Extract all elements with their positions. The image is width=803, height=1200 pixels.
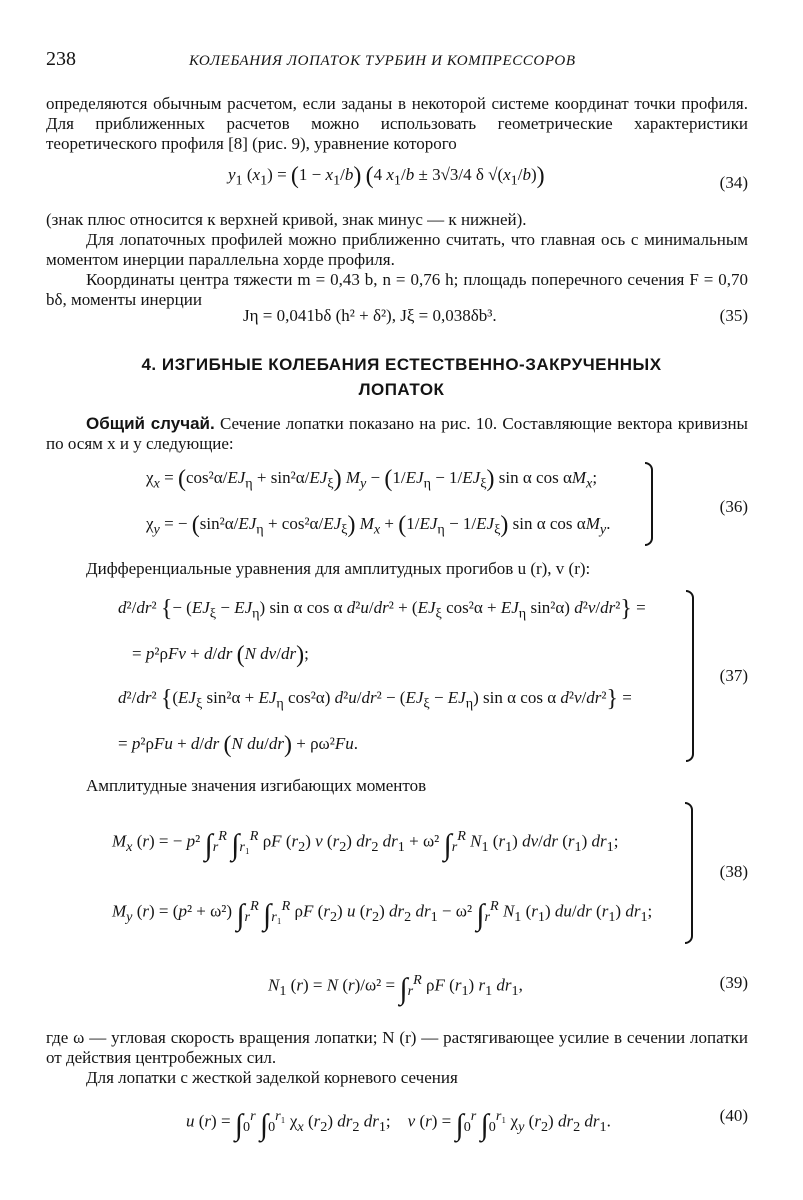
paragraph-omega-definition: где ω — угловая скорость вращения лопатки; N (r) — растягивающее усилие в сечении лопатки от действия центробежных сил. bbox=[46, 1028, 748, 1067]
equation-number-40: (40) bbox=[719, 1106, 748, 1125]
equation-number-35: (35) bbox=[719, 306, 748, 325]
paragraph-rigid-root: Для лопатки с жесткой заделкой корневого сечения bbox=[86, 1068, 458, 1087]
equation-38-line2: $M_y$ (r) = (p² + ω²) $\int_r^R$ $\int_{r_1}^R$ ρF $(r_2)$ u $(r_2)$ $dr_2$ $dr_1 - \omega^2$ $\int_r^R$ $N_1$ $(r_1)$ du/dr $(r_1)$ $dr_1$; bbox=[112, 898, 653, 932]
equation-number-34: (34) bbox=[719, 173, 748, 192]
running-title: КОЛЕБАНИЯ ЛОПАТОК ТУРБИН И КОМПРЕССОРОВ bbox=[189, 53, 576, 69]
equation-37-line3: d²/dr² {($EJ_\xi$ $\sin^2\alpha + EJ_\eta$ cos²α) $d^2u/dr^2 - (EJ_\xi - EJ_\eta)$ sin α cos α d²v/dr²} = bbox=[118, 686, 632, 712]
paragraph-diff-eq: Дифференциальные уравнения для амплитудных прогибов u (r), v (r): bbox=[86, 559, 591, 578]
paragraph-general-case-text: Сечение лопатки показано на рис. 10. Составляющие вектора кривизны по осям x и y следующие: bbox=[46, 414, 748, 453]
equation-36-line1: $\chi_x = (\cos^2\alpha/EJ_\eta + \sin^2\alpha/EJ_\xi) M_y - (1/EJ_\eta - 1/EJ_\xi)$ sin α $\cos \alpha M_x$; bbox=[146, 466, 598, 492]
equation-37-line1: d²/dr² {− $(EJ_\xi - EJ_\eta)$ sin α cos α $d^2u/dr^2 + (EJ_\xi$ $\cos^2\alpha + EJ_\eta$ sin²α) d²v/dr²} = bbox=[118, 596, 646, 622]
page-header bbox=[46, 48, 763, 74]
section-heading-line2: ЛОПАТОК bbox=[358, 380, 445, 399]
equation-39: $N_1$ (r) = N $(r)/\omega^2 = \int_r^R$ ρF $(r_1)$ $r_1$ $dr_1$, bbox=[268, 972, 523, 1006]
brace-37 bbox=[686, 590, 694, 762]
equation-number-37: (37) bbox=[719, 666, 748, 685]
paragraph-centroid: Координаты центра тяжести m = 0,43 b, n = 0,76 h; площадь поперечного сечения F = 0,70 bδ, моменты инерции bbox=[46, 270, 748, 309]
paragraph-intro: определяются обычным расчетом, если заданы в некоторой системе координат точки профиля. Для приближенных расчетов можно использовать геометрические характеристики теоретического профиля [8] (рис. 9), уравнение которого bbox=[46, 94, 748, 153]
equation-number-38: (38) bbox=[719, 862, 748, 881]
page-number: 238 bbox=[46, 48, 76, 70]
equation-40: u $(r) = \int_0^r$ $\int_0^{r_1}$ $\chi_x$ $(r_2)$ $dr_2$ $dr_1$; v $(r) = \int_0^r$ $\int_0^{r_1}$ $\chi_y$ $(r_2)$ $dr_2$ $dr_1$. bbox=[186, 1108, 611, 1142]
paragraph-bending-moments: Амплитудные значения изгибающих моментов bbox=[86, 776, 427, 795]
equation-number-39: (39) bbox=[719, 973, 748, 992]
run-in-heading: Общий случай. bbox=[86, 414, 215, 433]
section-heading-line1: 4. ИЗГИБНЫЕ КОЛЕБАНИЯ ЕСТЕСТВЕННО-ЗАКРУЧЕННЫХ bbox=[141, 355, 662, 374]
paragraph-principal-axis: Для лопаточных профилей можно приближенно считать, что главная ось с минимальным моментом инерции параллельна хорде профиля. bbox=[46, 230, 748, 269]
equation-number-36: (36) bbox=[719, 497, 748, 516]
paragraph-general-case bbox=[46, 414, 748, 454]
equation-34: $y_1$ $(x_1) = (1 - x_1/b)$ (4 $x_1/b \pm 3√3/4$ δ $√(x_1/b)$) bbox=[228, 163, 545, 189]
brace-36 bbox=[645, 462, 653, 546]
equation-37-line2: = p²ρFv + d/dr (N dv/dr); bbox=[132, 642, 309, 668]
equation-38-line1: $M_x$ (r) = − p² $\int_r^R$ $\int_{r_1}^R$ ρF $(r_2)$ v $(r_2)$ $dr_2$ $dr_1 + \omega^2$ $\int_r^R$ $N_1$ $(r_1)$ dv/dr $(r_1)$ $dr_1$; bbox=[112, 828, 619, 862]
brace-38 bbox=[685, 802, 693, 944]
equation-35: Jη = 0,041bδ (h² + δ²), Jξ = 0,038δb³. bbox=[243, 306, 497, 325]
equation-37-line4: = p²ρFu + d/dr (N du/dr) + ρω²Fu. bbox=[118, 732, 358, 758]
paragraph-sign-note: (знак плюс относится к верхней кривой, знак минус — к нижней). bbox=[46, 210, 527, 229]
equation-36-line2: $\chi_y$ = − $(\sin^2\alpha/EJ_\eta + \cos^2\alpha/EJ_\xi) M_x + (1/EJ_\eta - 1/EJ_\xi)$ sin α $\cos \alpha M_y$. bbox=[146, 512, 611, 538]
section-heading bbox=[0, 352, 803, 402]
